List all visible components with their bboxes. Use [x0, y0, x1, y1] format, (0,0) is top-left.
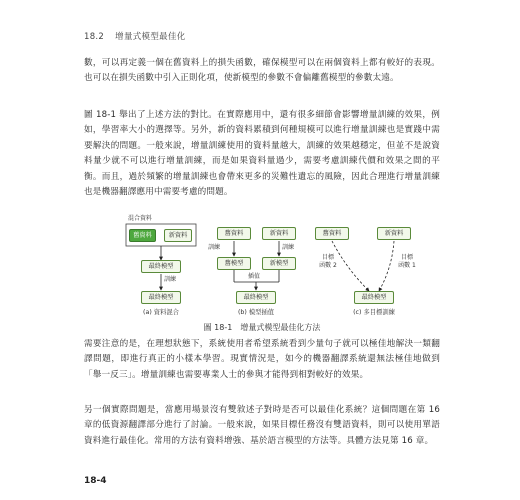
final-model-box-a: 最終模型	[141, 291, 181, 304]
new-model-box: 新模型	[262, 257, 296, 270]
page-number: 18-4	[84, 476, 107, 486]
new-data-box-b: 新資料	[262, 227, 296, 240]
new-data-box-a: 新資料	[164, 229, 192, 242]
objective-2-line1: 目標	[321, 254, 334, 261]
interpolate-label: 插值	[248, 273, 261, 280]
objective-2-line2: 函數 2	[319, 262, 337, 269]
objective-function-1-label	[395, 254, 419, 270]
final-model-box-b: 最終模型	[236, 291, 276, 304]
subcaption-b: (b) 模型插值	[237, 309, 275, 316]
figure-caption	[84, 322, 440, 333]
running-header	[84, 30, 186, 42]
subcaption-c: (c) 多目標訓練	[353, 309, 395, 316]
final-model-box-c: 最終模型	[354, 291, 394, 304]
mixed-data-label: 混合資料	[128, 215, 153, 222]
objective-1-line2: 函數 1	[398, 262, 416, 269]
paragraph-3: 需要注意的是，在理想狀態下，系統使用者希望系統看到少量句子就可以極佳地解決一類翻譯問題，即進行真正的小樣本學習。現實情況是，如今的機器翻譯系統還無法極佳地做到「舉一反三」。增量訓練也需要專業人士的參與才能得到相對較好的效果。	[84, 339, 440, 380]
paragraph-1: 數，可以再定義一個在舊資料上的損失函數，確保模型可以在兩個資料上都有較好的表現。也可以在損失函數中引入正則化項，使新模型的參數不會偏離舊模型的參數太遠。	[84, 58, 440, 84]
paragraph-2: 圖 18-1 舉出了上述方法的對比。在實際應用中，還有很多細節會影響增量訓練的效果，例如，學習率大小的選擇等。另外，新的資料累積到何種規模可以進行增量訓練也是實踐中需要解決的問題。一般來說，增量訓練使用的資料量越大，訓練的效果越穩定，但並不是說資料量少就不可以進行增量訓練，而是如果資料量過少，需要考慮訓練代價和效果之間的平衡。而且，過於頻繁的增量訓練也會帶來更多的災難性遺忘的風險，因此合理進行增量訓練也是機器翻譯應用中需要考慮的問題。	[84, 110, 440, 198]
train-label-b-right: 訓練	[282, 244, 295, 251]
paragraph-4: 另一個實際問題是，當應用場景沒有雙敘述子對時是否可以最佳化系統？這個問題在第 16 章的低資源翻譯部分進行了討論。一般來說，如果目標任務沒有雙語資料，則可以使用單語資料進行最佳化。常用的方法有資料增強、基於語言模型的方法等。具體方法見第 16 章。	[84, 405, 440, 446]
train-label-b-left: 訓練	[208, 244, 221, 251]
objective-function-2-label	[317, 254, 339, 270]
old-data-box-c: 舊資料	[315, 227, 349, 240]
final-model-box-a-top: 最終模型	[141, 260, 181, 273]
train-label-a: 訓練	[164, 276, 177, 283]
figure-caption-label: 圖 18-1	[203, 323, 233, 332]
old-data-box-a: 舊資料	[129, 229, 156, 242]
figure-18-1	[84, 208, 440, 316]
figure-caption-text: 增量式模型最佳化方法	[240, 323, 321, 332]
section-title: 增量式模型最佳化	[115, 32, 186, 42]
old-data-box-b: 舊資料	[217, 227, 251, 240]
old-model-box: 舊模型	[217, 257, 251, 270]
subcaption-a: (a) 資料混合	[143, 309, 179, 316]
objective-1-line1: 目標	[400, 254, 413, 261]
section-number: 18.2	[84, 32, 105, 42]
arrow-c-2	[379, 241, 394, 291]
new-data-box-c: 新資料	[377, 227, 411, 240]
